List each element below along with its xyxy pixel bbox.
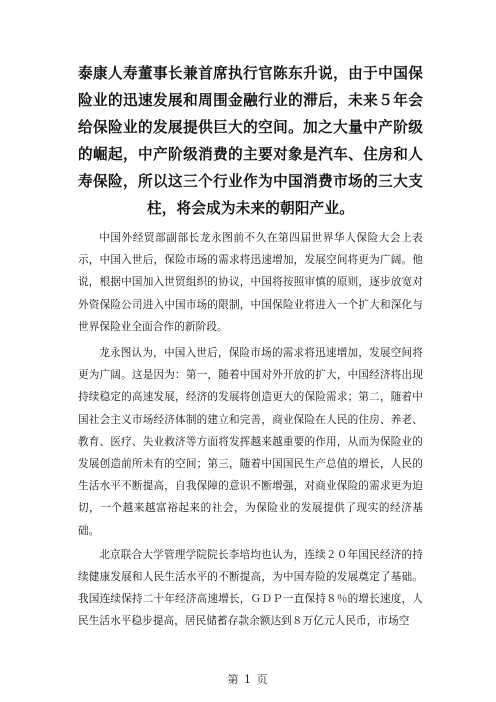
lead-paragraph: 泰康人寿董事长兼首席执行官陈东升说，由于中国保险业的迅速发展和周围金融行业的滞后，未来５年会给保险业的发展提供巨大的空间。加之大量中产阶级的崛起，中产阶级消费的主要对象是汽车、住房和人寿保险，所以这三个行业作为中国消费市场的三大支柱，将会成为未来的朝阳产业。 [78, 65, 423, 217]
body-paragraph-3: 北京联合大学管理学院院长李培均也认为，连续２０年国民经济的持续健康发展和人民生活水平的不断提高，为中国寿险的发展奠定了基础。我国连续保持二十年经济高速增长，ＧＤＰ一直保持８％的增长速度，人民生活水平稳步提高，居民储蓄存款余额达到８万亿元人民币，市场空 [78, 548, 423, 628]
document-body [78, 60, 423, 633]
page-number-footer: 第 1 页 [227, 673, 269, 686]
body-paragraph-2: 龙永图认为，中国入世后，保险市场的需求将迅速增加，发展空间将更为广阔。这是因为：第一，随着中国对外开放的扩大，中国经济将出现持续稳定的高速发展，经济的发展将创造更大的保险需求；第二，随着中国社会主义市场经济体制的建立和完善，商业保险在人民的住房、养老、教育、医疗、失业救济等方面将发挥越来越重要的作用，从而为保险业的发展创造前所未有的空间；第三，随着中国国民生产总值的增长，人民的生活水平不断提高，自我保障的意识不断增强，对商业保险的需求更为迫切，一个越来越富裕起来的社会，为保险业的发展提供了现实的经济基础。 [78, 347, 423, 537]
body-paragraph-1: 中国外经贸部副部长龙永图前不久在第四届世界华人保险大会上表示，中国入世后，保险市场的需求将迅速增加，发展空间将更为广阔。他说，根据中国加入世贸组织的协议，中国将按照审慎的原则，逐步放宽对外资保险公司进入中国市场的限制，中国保险业将进入一个扩大和深化与世界保险业全面合作的新阶段。 [78, 232, 423, 333]
